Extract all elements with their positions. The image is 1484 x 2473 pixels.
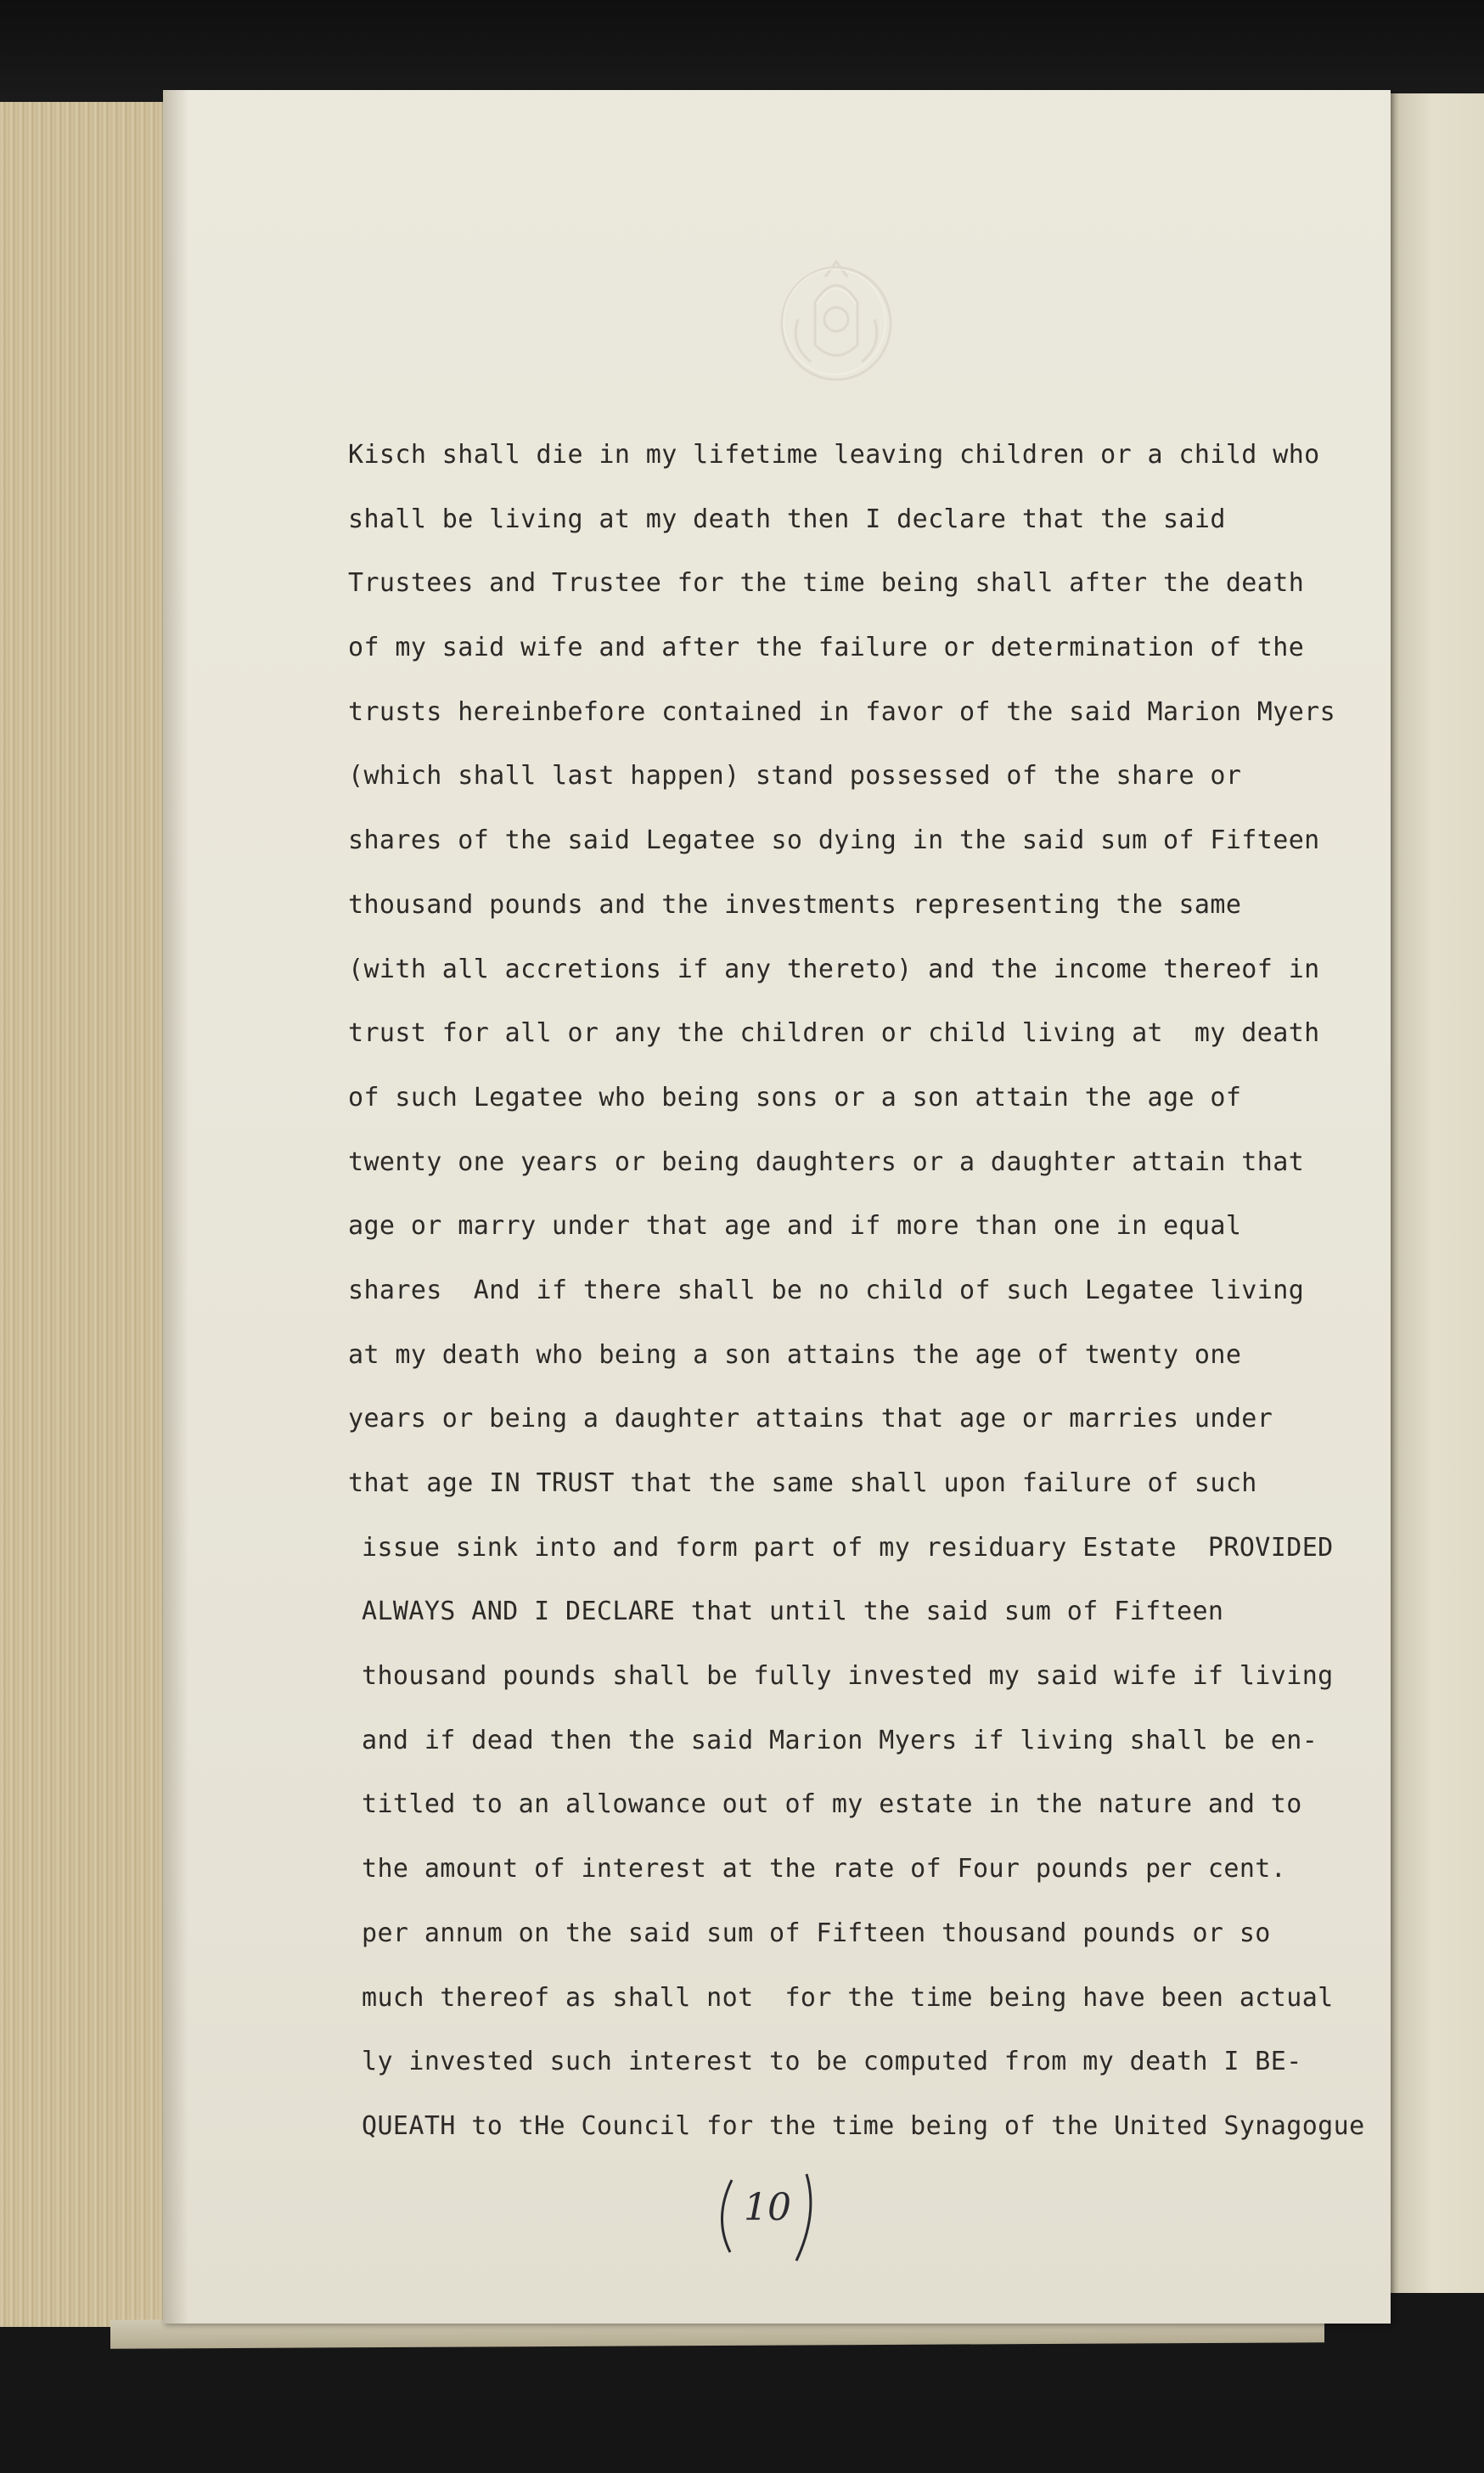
typed-document-text bbox=[348, 431, 1391, 2164]
text-line: (which shall last happen) stand possessed of the share or bbox=[348, 761, 1242, 791]
text-line: (with all accretions if any thereto) and the income thereof in bbox=[348, 954, 1320, 984]
text-line: issue sink into and form part of my residuary Estate PROVIDED bbox=[362, 1532, 1334, 1563]
text-line: ALWAYS AND I DECLARE that until the said sum of Fifteen bbox=[362, 1597, 1224, 1627]
text-line: thousand pounds and the investments representing the same bbox=[348, 889, 1242, 920]
text-line: of such Legatee who being sons or a son attain the age of bbox=[348, 1082, 1242, 1113]
text-line: shall be living at my death then I declare that the said bbox=[348, 504, 1226, 534]
text-line: trust for all or any the children or child living at my death bbox=[348, 1018, 1320, 1049]
folio-label: 10 bbox=[744, 2186, 791, 2229]
folio-number bbox=[706, 2167, 825, 2269]
bound-page-edges bbox=[0, 102, 171, 2327]
text-line: shares And if there shall be no child of such Legatee living bbox=[348, 1275, 1305, 1305]
text-line: ly invested such interest to be computed from my death I BE- bbox=[362, 2047, 1302, 2077]
text-line: the amount of interest at the rate of Four pounds per cent. bbox=[362, 1854, 1287, 1884]
text-line: Kisch shall die in my lifetime leaving children or a child who bbox=[348, 440, 1320, 470]
text-line: much thereof as shall not for the time being have been actual bbox=[362, 1982, 1334, 2013]
text-line: trusts hereinbefore contained in favor of the said Marion Myers bbox=[348, 696, 1336, 727]
text-line: of my said wife and after the failure or determination of the bbox=[348, 633, 1305, 663]
text-line: twenty one years or being daughters or a daughter attain that bbox=[348, 1146, 1305, 1177]
text-line: and if dead then the said Marion Myers if living shall be en- bbox=[362, 1725, 1318, 1755]
text-line: that age IN TRUST that the same shall upon failure of such bbox=[348, 1468, 1257, 1498]
text-line: at my death who being a son attains the age of twenty one bbox=[348, 1339, 1242, 1370]
text-line: QUEATH to tHe Council for the time being of the United Synagogue bbox=[362, 2110, 1365, 2141]
text-line: thousand pounds shall be fully invested my said wife if living bbox=[362, 1661, 1334, 1692]
facing-page-edge bbox=[1386, 93, 1484, 2293]
text-line: years or being a daughter attains that age or marries under bbox=[348, 1404, 1273, 1434]
text-line: age or marry under that age and if more than one in equal bbox=[348, 1211, 1242, 1242]
text-line: shares of the said Legatee so dying in the said sum of Fifteen bbox=[348, 825, 1320, 856]
text-line: titled to an allowance out of my estate in the nature and to bbox=[362, 1789, 1302, 1820]
embossed-crest-icon bbox=[773, 251, 900, 387]
text-line: Trustees and Trustee for the time being shall after the death bbox=[348, 568, 1305, 599]
text-line: per annum on the said sum of Fifteen thousand pounds or so bbox=[362, 1918, 1271, 1948]
